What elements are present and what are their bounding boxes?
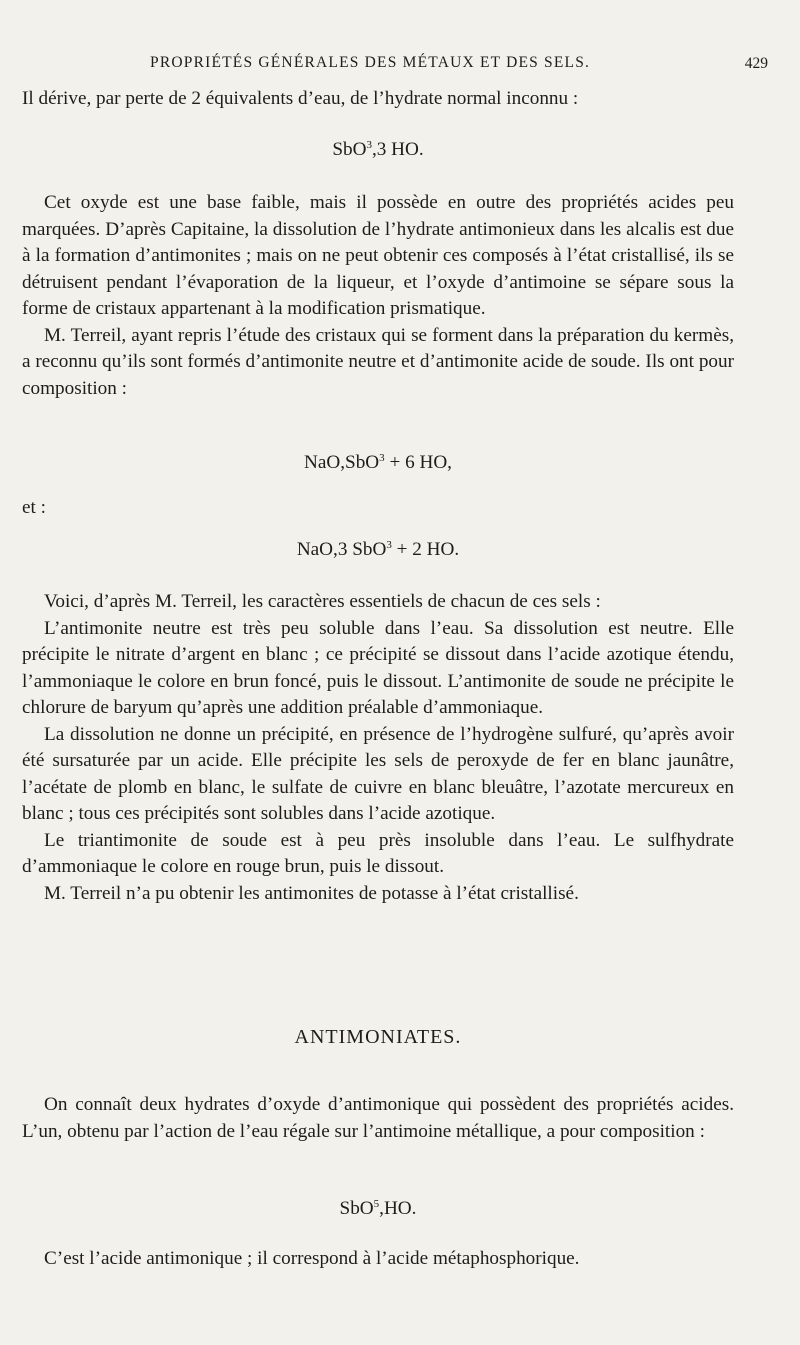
text-block-3 xyxy=(22,1092,734,1145)
formula-acid-antimonite xyxy=(22,537,734,563)
text-block-1 xyxy=(22,190,734,402)
paragraph: Voici, d’après M. Terreil, les caractères essentiels de chacun de ces sels : xyxy=(44,591,601,612)
running-head: PROPRIÉTÉS GÉNÉRALES DES MÉTAUX ET DES SELS. xyxy=(150,54,591,71)
formula-antimonic-acid xyxy=(22,1196,734,1222)
paragraph: La dissolution ne donne un précipité, en présence de l’hydrogène sulfuré, qu’après avoir été sursaturée par un acide. Elle précipite les sels de peroxyde de fer en blanc jaunâtre, l’acétate de plomb en blanc, le sulfate de cuivre en blanc bleuâtre, l’azotate mercureux en blanc ; tous ces précipités sont solubles dans l’acide azotique. xyxy=(22,723,734,824)
page-number: 429 xyxy=(744,55,768,72)
conjunction-label: et : xyxy=(22,497,46,518)
formula-part: + 2 HO. xyxy=(391,539,460,560)
paragraph: M. Terreil n’a pu obtenir les antimonites de potasse à l’état cristallisé. xyxy=(44,882,579,904)
formula-part: ,3 HO. xyxy=(371,139,424,160)
paragraph: L’antimonite neutre est très peu soluble dans l’eau. Sa dissolution est neutre. Elle précipite le nitrate d’argent en blanc ; ce précipité se dissout dans l’acide azotique étendu, l’ammoniaque le colore en brun foncé, puis le dissout. L’antimonite de soude ne précipite le chlorure de baryum qu’après une addition préalable d’ammoniaque. xyxy=(22,617,734,718)
formula-exponent: 3 xyxy=(366,139,372,151)
section-title: ANTIMONIATES. xyxy=(294,1026,462,1048)
paragraph: Le triantimonite de soude est à peu près insoluble dans l’eau. Le sulfhydrate d’ammoniaque le colore en rouge brun, puis le dissout. xyxy=(22,829,734,877)
text-block-2 xyxy=(22,589,734,907)
formula-part: NaO,3 SbO xyxy=(296,539,387,560)
paragraph: Cet oxyde est une base faible, mais il possède en outre des propriétés acides peu marquées. D’après Capitaine, la dissolution de l’hydrate antimonieux dans les alcalis est due à la formation d’antimonites ; mais on ne peut obtenir ces composés à l’état cristallisé, ils se détruisent pendant l’évaporation de la liqueur, et l’oxyde d’antimoine se sépare sous la forme de cristaux appartenant à la modification prismatique. xyxy=(22,192,734,319)
text-block-4 xyxy=(22,1246,734,1273)
formula-neutral-antimonite xyxy=(22,450,734,476)
formula-exponent: 5 xyxy=(373,1198,380,1210)
paragraph: C’est l’acide antimonique ; il correspond à l’acide métaphosphorique. xyxy=(44,1248,580,1269)
paragraph: Il dérive, par perte de 2 équivalents d’eau, de l’hydrate normal inconnu : xyxy=(22,88,579,109)
paragraph-intro xyxy=(22,86,734,113)
formula-exponent: 3 xyxy=(379,452,385,464)
formula-part: + 6 HO, xyxy=(384,452,452,473)
formula-part: NaO,SbO xyxy=(304,452,380,473)
formula-exponent: 3 xyxy=(386,539,392,551)
formula-hydrate xyxy=(22,137,734,163)
paragraph: On connaît deux hydrates d’oxyde d’antimonique qui possèdent des propriétés acides. L’un, obtenu par l’action de l’eau régale sur l’antimoine métallique, a pour composition : xyxy=(22,1094,734,1142)
paragraph: M. Terreil, ayant repris l’étude des cristaux qui se forment dans la préparation du kermès, a reconnu qu’ils sont formés d’antimonite neutre et d’antimonite acide de soude. Ils ont pour composition : xyxy=(22,324,734,399)
formula-part: SbO xyxy=(339,1198,374,1219)
formula-part: SbO xyxy=(332,139,367,160)
formula-part: ,HO. xyxy=(379,1198,417,1219)
